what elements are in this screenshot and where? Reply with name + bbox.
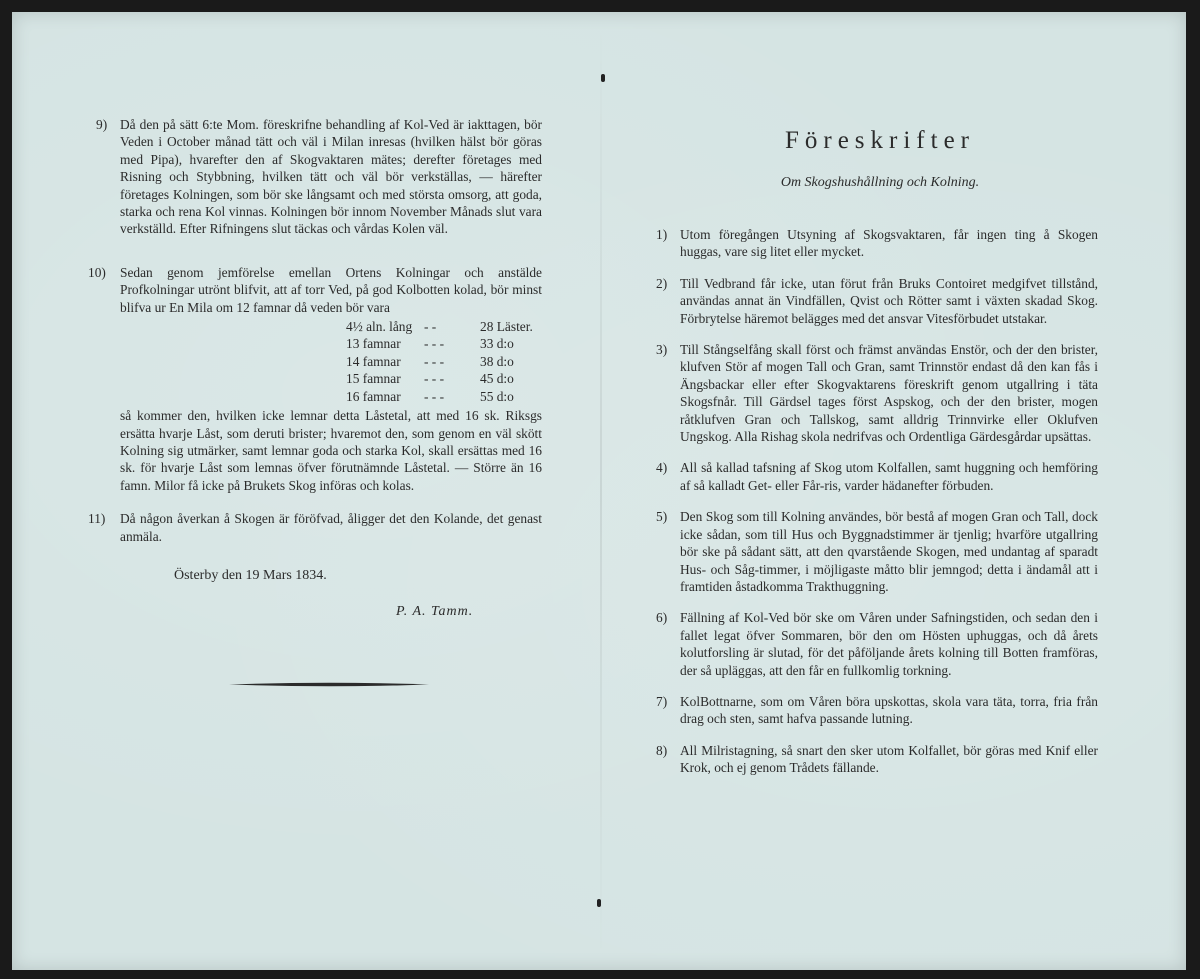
- paragraph-number: 9): [96, 117, 108, 132]
- rule-8: [656, 742, 1098, 777]
- rule-text: Till Stångselfång skall först och främst användas Enstör, och der den brister, klufven Stör af mogen Tall och Gran, samt Trinnstör endast då den kan fås i Ängsbackar eller efter Skogvaktarens föreskrift genom utgallring i täta Skogsfnår. Till Gärdsel tages först Aspskog, och der den brister, mogen råtklufven Gran och Tallskog, samt alldrig Trinnvirke eller Oklufven Ungskog. Alla Rishag skola nedrifvas och Ordentliga Gärdesgårdar upsättas.: [680, 342, 1098, 445]
- rule-2: [656, 275, 1098, 327]
- right-column: [656, 226, 1098, 791]
- measure-row: 14 famnar - - - 38 d:o: [346, 353, 514, 369]
- measure-row: 16 famnar - - - 55 d:o: [346, 388, 514, 404]
- rule-text: Utom föregången Utsyning af Skogsvaktaren, får ingen ting å Skogen huggas, vare sig litet eller mycket.: [680, 227, 1098, 260]
- rule-text: Till Vedbrand får icke, utan förut från Bruks Contoiret medgifvet tillstånd, användas annat än Vindfällen, Qvist och Rötter samt i växten skadad Skog. Förbrytelse häremot belägges med det ansvar Vitesförbudet utstakar.: [680, 275, 1098, 326]
- rule-number: 8): [656, 742, 668, 758]
- rule-number: 1): [656, 227, 668, 242]
- document-subtitle: Om Skogshushållning och Kolning.: [780, 175, 980, 190]
- rule-4: [656, 459, 1098, 494]
- rule-text: Fällning af Kol-Ved bör ske om Våren under Safningstiden, och sedan den i fallet legat öfver Sommaren, bör den om Hösten uphuggas, och då årets kolutforsling är slutad, för det påföljande årets kolning till Botten framföras, der så upläggas, att den får en fullkomlig torkning.: [680, 610, 1098, 678]
- paragraph-10: [88, 264, 542, 494]
- paragraph-text-continued: så kommer den, hvilken icke lemnar detta Låstetal, att med 16 sk. Riksgs ersätta hvarje Låst, som deruti brister; hvaremot den, som genom en väl skött Kolning sig utmärker, samt lemnar goda och starka Kol, skall ersättas med 16 sk. för hvarje Låst som lemnas öfver förutnämnde Låstetal. — Större än 16 famn. Milor få icke på Brukets Skog införas och kolas.: [120, 408, 542, 493]
- rule-number: 3): [656, 342, 668, 358]
- rule-3: [656, 341, 1098, 445]
- rule-7: [656, 693, 1098, 728]
- rule-number: 6): [656, 610, 668, 626]
- rule-6: [656, 609, 1098, 679]
- rule-text: All Milristagning, så snart den sker utom Kolfallet, bör göras med Knif eller Krok, och ej genom Trådets fällande.: [680, 742, 1098, 776]
- paragraph-text: Då någon åverkan å Skogen är föröfvad, åligger det den Kolande, det genast anmäla.: [120, 511, 542, 544]
- signature: P. A. Tamm.: [396, 604, 474, 619]
- document-title: Föreskrifter: [784, 127, 976, 154]
- left-column: [88, 116, 542, 559]
- page-fold: [600, 22, 602, 962]
- measure-table: [120, 318, 542, 405]
- binding-mark-top: [601, 74, 605, 82]
- rule-text: KolBottnarne, som om Våren böra upskottas, skola vara täta, torra, fria från drag och sten, samt hafva passande lutning.: [680, 693, 1098, 727]
- document-date: Österby den 19 Mars 1834.: [174, 568, 327, 583]
- paragraph-11: [88, 510, 542, 545]
- rule-1: [656, 226, 1098, 261]
- rule-number: 5): [656, 509, 668, 525]
- paragraph-text: Sedan genom jemförelse emellan Ortens Kolningar och anstälde Profkolningar utrönt blifvit, att af torr Ved, på god Kolbotten kolad, bör minst blifva ur En Mila om 12 famnar då veden bör vara: [120, 264, 542, 315]
- paragraph-number: 10): [88, 264, 106, 280]
- rule-number: 4): [656, 460, 668, 476]
- rule-text: All så kallad tafsning af Skog utom Kolfallen, samt huggning och hemföring af så kalladt Get- eller Får-ris, varder hädanefter förbuden.: [680, 460, 1098, 493]
- rule-5: [656, 508, 1098, 595]
- rule-text: Den Skog som till Kolning användes, bör bestå af mogen Gran och Tall, dock icke sådan, som till Hus och Byggnadstimmer är tjenlig; hvarföre utgallring bör ske på sådant sätt, att den qvarstående Skogen, med undantag af sparadt Hus- och Såg-timmer, i möjligaste måtto blir jemngod; detta i ändamål att i framtiden åstadkomma Trakthuggning.: [680, 509, 1098, 594]
- ornamental-rule: [229, 682, 429, 687]
- measure-row: 4½ aln. lång - - 28 Läster.: [346, 319, 533, 335]
- rule-number: 2): [656, 275, 668, 291]
- paragraph-text: Då den på sätt 6:te Mom. föreskrifne behandling af Kol-Ved är iakttagen, bör Veden i October månad tätt och väl i Milan inresas (hvilken hälst bör göras med Pipa), hvarefter den af Skogvaktaren mätes; derefter företages med Risning och Stybbning, hvilken tätt och väl bör verkställas, — härefter företages Kolningen, som bör ske långsamt och med största omsorg, att goda, starka och rena Kol vinnas. Kolningen bör innom November Månads slut vara verkställd. Efter Rifningens slut täckas och vårdas Kolen väl.: [120, 117, 542, 237]
- binding-mark-bottom: [597, 899, 601, 907]
- paragraph-number: 11): [88, 511, 106, 527]
- measure-row: 15 famnar - - - 45 d:o: [346, 371, 514, 387]
- measure-row: 13 famnar - - - 33 d:o: [346, 336, 514, 352]
- paragraph-9: [96, 116, 542, 238]
- rule-number: 7): [656, 693, 668, 709]
